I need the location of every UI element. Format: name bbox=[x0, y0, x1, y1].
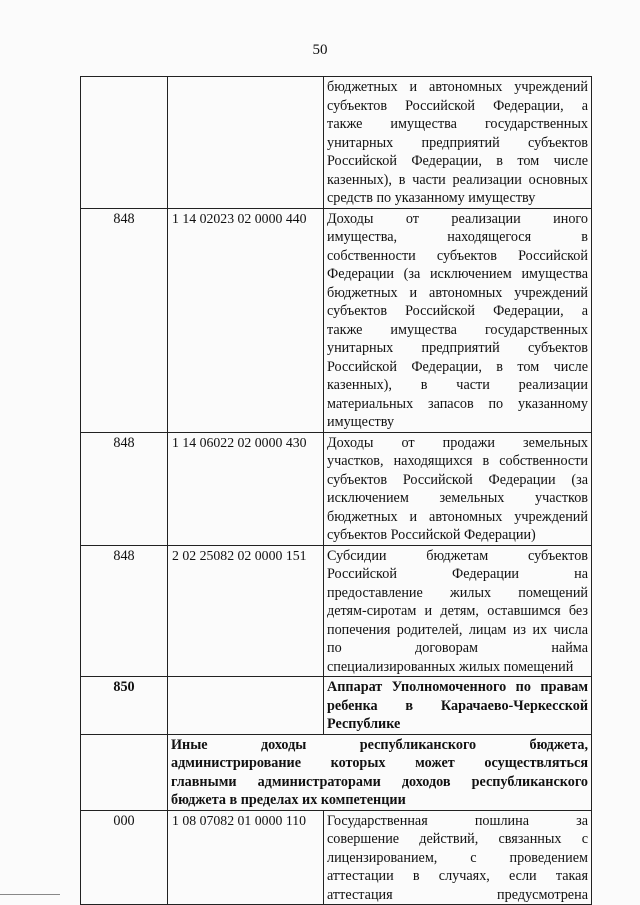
kbk-code-cell bbox=[168, 677, 324, 735]
description-line: бюджетных и автономных учреждений bbox=[327, 284, 588, 301]
description-line: аттестации в случаях, если такая bbox=[327, 868, 588, 884]
table-row bbox=[81, 677, 592, 735]
description-line: аттестация предусмотрена bbox=[327, 886, 588, 903]
description-line: попечения родителей, лицам из их числа bbox=[327, 621, 588, 638]
description-line: казенных), в части реализации основных bbox=[327, 171, 588, 188]
table-row bbox=[81, 545, 592, 677]
description-line: унитарных предприятий субъектов bbox=[327, 340, 588, 356]
admin-code-cell: 848 bbox=[81, 208, 168, 432]
description-line: материальных запасов по указанному bbox=[327, 395, 588, 412]
description-line: субъектов Российской Федерации (за bbox=[327, 471, 588, 488]
description-line: также имущества государственных bbox=[327, 116, 588, 132]
description-line: участков, находящихся в собственности bbox=[327, 453, 588, 469]
description-line: специализированных жилых помещений bbox=[327, 658, 574, 675]
description-line: средств по указанному имуществу bbox=[327, 190, 536, 206]
description-line: по договорам найма bbox=[327, 640, 588, 656]
table-row bbox=[81, 810, 592, 905]
description-cell bbox=[324, 545, 592, 677]
description-line: Государственная пошлина за bbox=[327, 812, 588, 829]
description-line: Аппарат Уполномоченного по правам bbox=[327, 679, 588, 695]
description-line: имущества, находящегося в bbox=[327, 229, 588, 245]
section-heading-line: бюджета в пределах их компетенции bbox=[171, 792, 406, 808]
table-row bbox=[81, 734, 592, 810]
section-heading-line: Иные доходы республиканского бюджета, bbox=[171, 736, 588, 753]
kbk-code-cell: 2 02 25082 02 0000 151 bbox=[168, 545, 324, 677]
admin-code-cell: 848 bbox=[81, 432, 168, 545]
section-heading-cell bbox=[168, 734, 592, 810]
description-line: бюджетных и автономных учреждений bbox=[327, 508, 588, 525]
admin-code-cell: 000 bbox=[81, 810, 168, 905]
description-line: Республике bbox=[327, 716, 401, 732]
description-line: Федерации (за исключением имущества bbox=[327, 266, 588, 282]
description-cell bbox=[324, 432, 592, 545]
table-row bbox=[81, 432, 592, 545]
description-cell bbox=[324, 208, 592, 432]
description-line: имуществу bbox=[327, 414, 395, 430]
description-line: субъектов Российской Федерации, а bbox=[327, 303, 588, 319]
description-line: Российской Федерации на bbox=[327, 566, 588, 582]
section-heading-line: администрирование которых может осуществляться bbox=[171, 755, 588, 771]
table-row bbox=[81, 208, 592, 432]
description-line: детям-сиротам и детям, оставшимся без bbox=[327, 603, 588, 619]
description-line: субъектов Российской Федерации, а bbox=[327, 97, 588, 114]
description-line: Российской Федерации, в том числе bbox=[327, 153, 588, 169]
table-row bbox=[81, 77, 592, 209]
description-line: ребенка в Карачаево-Черкесской bbox=[327, 697, 588, 714]
description-line: унитарных предприятий субъектов bbox=[327, 134, 588, 151]
section-heading-line: главными администраторами доходов республиканского bbox=[171, 773, 588, 790]
admin-code-cell: 848 bbox=[81, 545, 168, 677]
description-line: субъектов Российской Федерации) bbox=[327, 527, 536, 543]
income-codes-table bbox=[80, 76, 592, 905]
description-line: казенных), в части реализации bbox=[327, 377, 588, 393]
scan-artifact-line bbox=[0, 894, 60, 905]
kbk-code-cell: 1 14 06022 02 0000 430 bbox=[168, 432, 324, 545]
description-line: предоставление жилых помещений bbox=[327, 584, 588, 601]
description-line: бюджетных и автономных учреждений bbox=[327, 79, 588, 95]
description-cell bbox=[324, 810, 592, 905]
kbk-code-cell: 1 14 02023 02 0000 440 bbox=[168, 208, 324, 432]
page-number: 50 bbox=[312, 42, 328, 58]
description-cell bbox=[324, 77, 592, 209]
admin-code-cell bbox=[81, 734, 168, 810]
admin-code-cell: 850 bbox=[81, 677, 168, 735]
description-line: также имущества государственных bbox=[327, 321, 588, 338]
kbk-code-cell: 1 08 07082 01 0000 110 bbox=[168, 810, 324, 905]
description-line: собственности субъектов Российской bbox=[327, 247, 588, 264]
description-line: Доходы от реализации иного bbox=[327, 210, 588, 227]
description-line: Субсидии бюджетам субъектов bbox=[327, 547, 588, 564]
kbk-code-cell bbox=[168, 77, 324, 209]
administrator-name-cell bbox=[324, 677, 592, 735]
description-line: Российской Федерации, в том числе bbox=[327, 358, 588, 375]
description-line: лицензированием, с проведением bbox=[327, 849, 588, 866]
description-line: Доходы от продажи земельных bbox=[327, 434, 588, 451]
description-line: исключением земельных участков bbox=[327, 490, 588, 506]
admin-code-cell bbox=[81, 77, 168, 209]
description-line: совершение действий, связанных с bbox=[327, 831, 588, 847]
